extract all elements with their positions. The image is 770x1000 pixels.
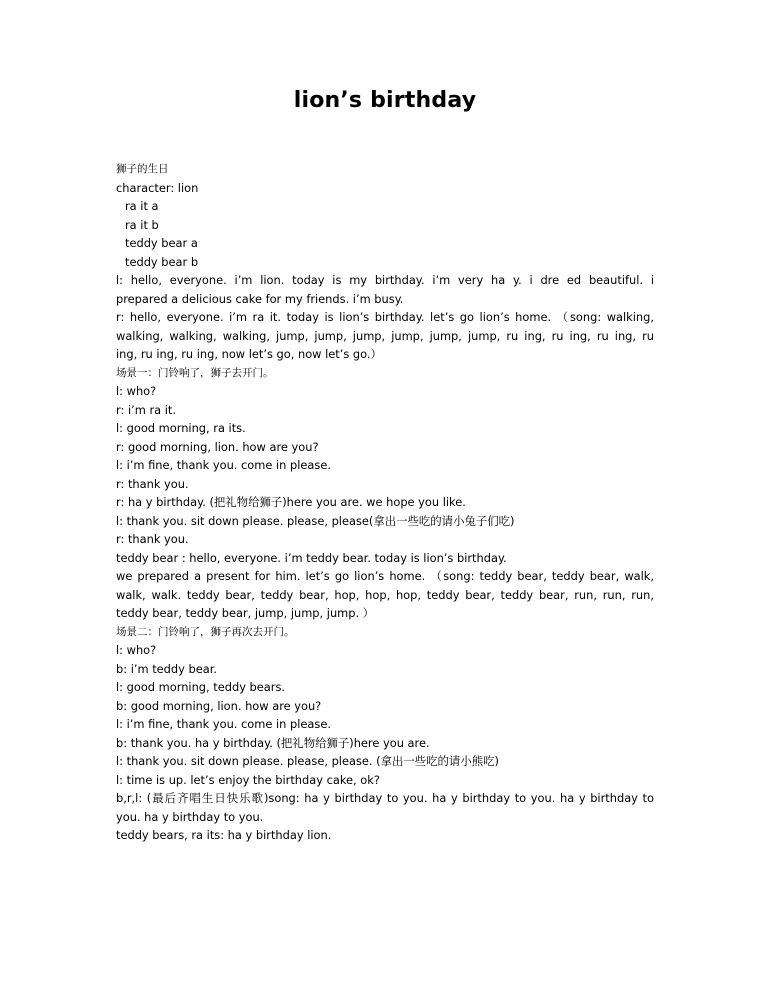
text-line: ra it a xyxy=(125,199,159,213)
text-line: l: thank you. sit down please. please, please(拿出一些吃的请小兔子们吃) xyxy=(116,513,515,528)
text-line: l: i’m fine, thank you. come in please. xyxy=(116,717,331,731)
text-line: r: thank you. xyxy=(116,532,189,546)
text-line: walk, walk. teddy bear, teddy bear, hop, hop, hop, teddy bear, teddy bear, run, run, run, xyxy=(116,587,654,602)
text-line: character: lion xyxy=(116,180,199,195)
text-line: we prepared a present for him. let’s go lion’s home. （song: teddy bear, teddy bear, walk, xyxy=(116,569,654,583)
text-line: b: i’m teddy bear. xyxy=(116,661,217,676)
text-line: walking, walking, walking, jump, jump, jump, jump, jump, jump, ru ing, ru ing, ru ing, ru xyxy=(116,328,654,343)
text-line: l: thank you. sit down please. please, please. (拿出一些吃的请小熊吃) xyxy=(116,754,499,768)
text-line: teddy bear : hello, everyone. i’m teddy bear. today is lion’s birthday. xyxy=(116,550,507,565)
text-line: l: good morning, ra its. xyxy=(116,421,246,435)
text-line: r: good morning, lion. how are you? xyxy=(116,439,319,454)
text-line: l: good morning, teddy bears. xyxy=(116,680,286,694)
document-body xyxy=(116,160,654,845)
text-line: b: thank you. ha y birthday. (把礼物给狮子)here you are. xyxy=(116,735,430,750)
text-line: b,r,l: (最后齐唱生日快乐歌)song: ha y birthday to you. ha y birthday to you. ha y birthday to xyxy=(116,791,654,805)
document-title: lion’s birthday xyxy=(293,88,477,113)
text-line: teddy bear b xyxy=(125,254,199,269)
text-line: l: i’m fine, thank you. come in please. xyxy=(116,458,331,472)
text-line: l: time is up. let’s enjoy the birthday cake, ok? xyxy=(116,772,380,787)
text-line: teddy bear, teddy bear, jump, jump, jump. ） xyxy=(116,606,375,620)
text-line: ing, ru ing, ru ing, now let’s go, now let’s go.） xyxy=(116,347,382,361)
text-line: r: ha y birthday. (把礼物给狮子)here you are. we hope you like. xyxy=(116,495,466,509)
scene-heading-line: 狮子的生日 xyxy=(116,163,169,175)
text-line: l: hello, everyone. i’m lion. today is my birthday. i’m very ha y. i dre ed beautiful. i xyxy=(116,273,654,287)
text-line: you. ha y birthday to you. xyxy=(116,809,264,824)
text-line: ra it b xyxy=(125,217,159,232)
text-line: r: thank you. xyxy=(116,476,189,491)
text-line: l: who? xyxy=(116,384,157,398)
scene-heading-line: 场景一：门铃响了，狮子去开门。 xyxy=(116,366,274,379)
scene-heading-line: 场景二：门铃响了，狮子再次去开门。 xyxy=(116,625,295,638)
text-line: r: i’m ra it. xyxy=(116,402,176,417)
text-line: prepared a delicious cake for my friends. i’m busy. xyxy=(116,291,404,306)
text-line: b: good morning, lion. how are you? xyxy=(116,698,322,713)
text-line: teddy bears, ra its: ha y birthday lion. xyxy=(116,828,332,842)
text-line: l: who? xyxy=(116,643,157,657)
text-line: teddy bear a xyxy=(125,236,198,250)
text-line: r: hello, everyone. i’m ra it. today is lion’s birthday. let’s go lion’s home. （song: walking, xyxy=(116,310,654,324)
